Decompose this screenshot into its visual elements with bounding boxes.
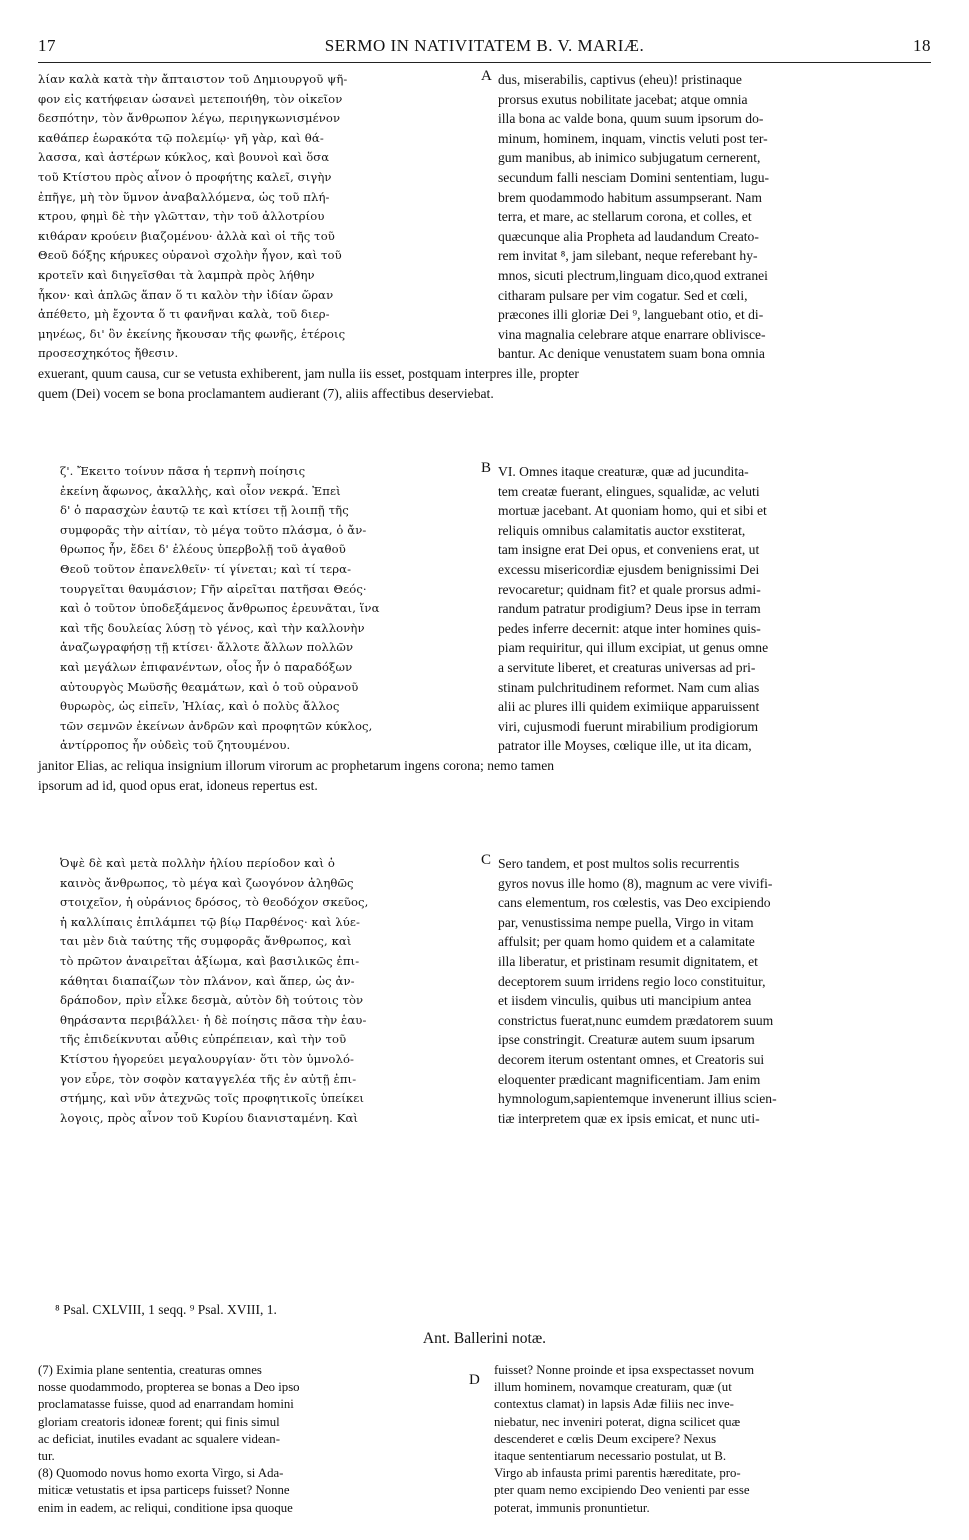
- text-line: καὶ μεγάλων ἐπιφανέντων, οἷος ἦν ὁ παραδόξων: [60, 659, 353, 674]
- text-line: ἀντίρροπος ἦν οὐδεὶς τοῦ ζητουμένου.: [60, 738, 291, 753]
- text-line: κτρου, φημὶ δὲ τὴν γλῶτταν, τὴν τοῦ ἀλλοτρίου: [38, 209, 325, 224]
- text-line: mortuæ jacebant. At quoniam homo, qui et sibi et: [498, 503, 767, 519]
- greek-column-3: [60, 854, 478, 1128]
- text-line: quem (Dei) vocem se bona proclamantem audierant (7), aliis affectibus deserviebat.: [38, 385, 494, 401]
- text-line: ἡ καλλίπαις ἐπιλάμπει τῷ βίῳ Παρθένος· καὶ λύε-: [60, 914, 360, 929]
- text-line: decorem iterum ostentant omnes, et Creatoris sui: [498, 1051, 765, 1067]
- text-line: par, venustissima nempe puella, Virgo in vitam: [498, 914, 754, 930]
- text-line: ipsorum ad id, quod opus erat, idoneus repertus est.: [38, 777, 318, 793]
- text-line: ζ'. Ἔκειτο τοίνυν πᾶσα ἡ τερπνὴ ποίησις: [60, 464, 306, 478]
- greek-column-2: [60, 462, 478, 756]
- running-header: [38, 36, 931, 56]
- text-line: revocaretur; quidnam fit? et quale prorsus admi-: [498, 581, 761, 597]
- text-line: itaque sententiarum necessario postulat, ut B.: [494, 1449, 727, 1464]
- margin-marker-a: A: [481, 68, 492, 84]
- text-line: mnos, sicuti plectrum,linguam dico,quod extranei: [498, 267, 768, 283]
- text-line: καινὸς ἄνθρωπος, τὸ μέγα καὶ ζωογόνον ἀληθῶς: [60, 875, 354, 890]
- text-line: λίαν καλὰ κατὰ τὴν ἄπταιστον τοῦ Δημιουργοῦ ψῆ-: [38, 72, 348, 86]
- text-line: Θεοῦ τοῦτον ἐπανελθεῖν· τί γίνεται; καὶ τί τερα-: [60, 561, 352, 576]
- text-line: alii ac plures illi quidem eximiique apparuissent: [498, 699, 760, 715]
- text-line: proclamatasse fuisse, quod ad enarrandam homini: [38, 1397, 294, 1412]
- text-line: tur.: [38, 1449, 55, 1464]
- text-line: viri, cujusmodi fuerunt mirabilium prodigiorum: [498, 718, 759, 734]
- text-line: τῶν σεμνῶν ἐκείνων ἀνδρῶν καὶ προφητῶν κύκλος,: [60, 718, 373, 733]
- text-line: Sero tandem, et post multos solis recurrentis: [498, 856, 740, 871]
- text-line: θηράσαντα περιβάλλει· ἡ δὲ ποίησις πᾶσα τὴν ἑαυ-: [60, 1012, 367, 1027]
- text-line: (8) Quomodo novus homo exorta Virgo, si Ada-: [38, 1466, 284, 1481]
- text-line: excessu misericordiæ ejusdem benignissimi Dei: [498, 561, 760, 577]
- text-line: affulsit; per quam homo quidem et a calamitate: [498, 934, 755, 950]
- text-line: ἀπέθετο, μὴ ἔχοντα ὅ τι φανῆναι καλὰ, τοῦ διερ-: [38, 307, 330, 322]
- text-line: δ' ὁ παρασχὼν ἑαυτῷ τε καὶ κτίσει τῇ λοιπῇ τῆς: [60, 503, 349, 518]
- text-line: dus, miserabilis, captivus (eheu)! pristinaque: [498, 72, 742, 87]
- text-line: reliquis omnibus calamitatis auctor exstiterat,: [498, 522, 746, 538]
- text-line: καὶ ὁ τοῦτον ὑποδεξάμενος ἄνθρωπος ἐρευνᾶται, ἵνα: [60, 601, 380, 616]
- text-line: θρωπος ἦν, ἔδει δ' ἐλέους ὑπερβολῇ τοῦ ἀγαθοῦ: [60, 542, 346, 557]
- text-line: præcones illi gloriæ Dei ⁹, languebant otio, et di-: [498, 307, 764, 323]
- text-line: καθάπερ ἑωρακότα τῷ πολεμίῳ· γῆ γὰρ, καὶ θά-: [38, 130, 324, 145]
- text-line: tiæ interpretem quæ ex ipsis emicat, et nunc uti-: [498, 1110, 760, 1126]
- footnote: ⁸ Psal. CXLVIII, 1 seqq. ⁹ Psal. XVIII, 1.: [55, 1302, 277, 1317]
- text-line: descenderet e cœlis Deum excipere? Nexus: [494, 1431, 717, 1446]
- text-line: στοιχεῖον, ἡ οὐράνιος δρόσος, τὸ θεοδόχον σκεῦος,: [60, 895, 369, 910]
- text-line: θυρωρὸς, ὡς εἰπεῖν, Ἠλίας, καὶ ὁ πολὺς ἄλλος: [60, 699, 340, 714]
- text-line: secundum falli nesciam Domini sententiam, lugu-: [498, 169, 770, 185]
- text-line: δράποδον, πρὶν εἷλκε δεσμὰ, αὐτὸν δὴ τούτοις τὸν: [60, 993, 364, 1008]
- text-line: stinam pulchritudinem reformet. Nam cum alias: [498, 679, 760, 695]
- text-line: patrator ille Moyses, cœlique ille, ut ita dicam,: [498, 738, 752, 754]
- text-line: cans elementum, ros cœlestis, vas Deo excipiendo: [498, 895, 771, 911]
- text-line: ac deficiat, inutiles evadant ac squalere videan-: [38, 1431, 280, 1446]
- text-line: nosse quodammodo, propterea se bonas a Deo ipso: [38, 1380, 300, 1395]
- text-line: enim in eadem, ac reliqui, conditione ipsa quoque: [38, 1500, 293, 1515]
- text-line: gyros novus ille homo (8), magnum ac vere vivifi-: [498, 875, 773, 891]
- text-line: Κτίστου ἠγορεύει μεγαλουργίαν· ὅτι τὸν ὑμνολό-: [60, 1051, 355, 1066]
- text-line: brem quodammodo habitum assumpserant. Nam: [498, 189, 762, 205]
- margin-marker-b: B: [481, 460, 492, 476]
- text-line: tem creatæ fuerant, elingues, squalidæ, ac veluti: [498, 483, 760, 499]
- text-line: eloquenter prædicant magnificentiam. Jam enim: [498, 1071, 761, 1087]
- text-line: niebatur, nec inveniri poterat, digna scilicet quæ: [494, 1414, 741, 1429]
- text-line: gloriam creatoris idoneæ forent; qui finis simul: [38, 1414, 280, 1429]
- latin-column-2: [498, 462, 933, 756]
- text-line: τῆς ἐπιδείκνυται αὖθις εὐπρέπειαν, καὶ τὴν τοῦ: [60, 1032, 347, 1047]
- text-line: illa liberatur, et pristinam resumit dignitatem, et: [498, 953, 758, 969]
- text-line: Ὀψὲ δὲ καὶ μετὰ πολλὴν ἡλίου περίοδον καὶ ὁ: [60, 856, 335, 870]
- text-line: ἧκον· καὶ ἁπλῶς ἅπαν ὅ τι καλὸν τὴν ἰδίαν ὥραν: [38, 287, 334, 302]
- text-line: bantur. Ac denique venustatem suam bona omnia: [498, 346, 765, 362]
- text-line: piam requiritur, qui illum excipiat, ut genus omne: [498, 640, 769, 656]
- text-line: randum patratur prodigium? Deus ipse in terram: [498, 601, 761, 617]
- text-line: στήμης, καὶ νῦν ἀτεχνῶς τοῖς προφητικοῖς ὑπείκει: [60, 1091, 365, 1106]
- notes-title: Ant. Ballerini notæ.: [422, 1330, 547, 1347]
- running-title: SERMO IN NATIVITATEM B. V. MARIÆ.: [324, 36, 645, 55]
- text-line: κροτεῖν καὶ διηγεῖσθαι τὰ λαμπρὰ πρὸς λήθην: [38, 267, 315, 282]
- text-line: τοῦ Κτίστου πρὸς αἶνον ὁ προφήτης καλεῖ, σιγὴν: [38, 169, 332, 184]
- text-line: κάθηται διαπαίζων τὸν πλάνον, καὶ ἅπερ, ὡς ἀν-: [60, 973, 355, 988]
- page-number-right: 18: [913, 36, 931, 55]
- text-line: illum hominem, novamque creaturam, quæ (ut: [494, 1380, 732, 1395]
- text-line: ipse constringit. Creaturæ autem suum ipsarum: [498, 1032, 755, 1048]
- text-line: pter quam nemo excipiendo Deo venienti par esse: [494, 1483, 750, 1498]
- text-line: VI. Omnes itaque creaturæ, quæ ad jucundita-: [498, 464, 749, 479]
- text-line: ἐκείνη ἄφωνος, ἀκαλλὴς, καὶ οἷον νεκρά. Ἐπεὶ: [60, 483, 341, 498]
- text-line: αὐτουργὸς Μωϋσῆς θεαμάτων, καὶ ὁ τοῦ οὐρανοῦ: [60, 679, 359, 694]
- text-line: φον εἰς κατήφειαν ὡσανεὶ μετεποιήθη, τὸν οἰκεῖον: [38, 91, 343, 106]
- text-line: poterat, immunis pronuntietur.: [494, 1500, 650, 1515]
- notes-left-column: [38, 1362, 466, 1517]
- text-line: minum, hominem, inquam, vinctis veluti post ter-: [498, 130, 768, 146]
- text-line: fuisset? Nonne proinde et ipsa exspectasset novum: [494, 1363, 755, 1377]
- text-line: συμφορᾶς τὴν αἰτίαν, τὸ μέγα τοῦτο πλάσμα, ὁ ἄν-: [60, 522, 367, 537]
- margin-marker-c: C: [481, 852, 492, 868]
- text-line: hymnologum,sapientemque invenerunt illius scien-: [498, 1091, 777, 1107]
- text-line: contextus clamat) in lapsis Adæ filiis nec inve-: [494, 1397, 734, 1412]
- text-line: ἐπῆγε, μὴ τὸν ὕμνον ἀναβαλλόμενα, ὡς τοῦ πλή-: [38, 189, 330, 204]
- text-line: gum manibus, ab inimico subjugatum cernerent,: [498, 150, 761, 166]
- margin-marker-d: D: [469, 1372, 480, 1388]
- text-line: citharam pulsare per vim cogatur. Sed et cœli,: [498, 287, 748, 303]
- text-line: τὸ πρῶτον ἀναιρεῖται ἀξίωμα, καὶ βασιλικῶς ἐπι-: [60, 953, 360, 968]
- text-line: Virgo ab infausta primi parentis hæreditate, pro-: [494, 1466, 741, 1481]
- text-line: (7) Eximia plane sententia, creaturas omnes: [38, 1363, 262, 1377]
- text-line: λασσα, καὶ ἀστέρων κύκλος, καὶ βουνοὶ καὶ ὅσα: [38, 150, 330, 165]
- header-rule: [38, 62, 931, 63]
- text-line: terra, et mare, ac stellarum corona, et colles, et: [498, 209, 752, 225]
- text-line: Θεοῦ δόξης κήρυκες οὐρανοὶ σχολὴν ἦγον, καὶ τοῦ: [38, 248, 342, 263]
- text-line: miticæ vetustatis et ipsa particeps fuisset? Nonne: [38, 1483, 290, 1498]
- text-line: constrictus fuerat,nunc eumdem prædatorem suum: [498, 1012, 774, 1028]
- text-line: vina magnalia celebrare atque enarrare oblivisce-: [498, 326, 766, 342]
- text-line: deceptorem suum irridens regio loco constituitur,: [498, 973, 766, 989]
- text-line: ἀναζωγραφήσῃ τῇ κτίσει· ἄλλοτε ἄλλων πολλῶν: [60, 640, 354, 655]
- text-line: a servitute liberet, et creaturas universas ad pri-: [498, 659, 756, 675]
- text-line: illa bona ac valde bona, quum suum ipsorum do-: [498, 111, 764, 127]
- text-line: λογοις, πρὸς αἶνον τοῦ Κυρίου διανισταμένη. Καὶ: [60, 1110, 359, 1125]
- text-line: τουργεῖται θαυμάσιον; Γῆν αἱρεῖται πατῆσαι Θεός·: [60, 581, 367, 596]
- latin-column-1: [498, 70, 933, 364]
- text-line: μηνέως, δι' ὃν ἐκείνης ἤκουσαν τῆς φωνῆς, ἑτέροις: [38, 326, 346, 341]
- text-line: rem invitat ⁸, jam silebant, neque referebant hy-: [498, 248, 758, 264]
- text-line: quæcunque alia Propheta ad laudandum Creato-: [498, 228, 759, 244]
- text-line: προσεσχηκότος ἤθεσιν.: [38, 346, 179, 361]
- text-line: exuerant, quum causa, cur se vetusta exhiberent, jam nulla iis esset, postquam interpres ille, propter: [38, 366, 579, 381]
- latin-fullwidth-1: [38, 364, 931, 403]
- text-line: δεσπότην, τὸν ἄνθρωπον λέγω, περιηγκωνισμένον: [38, 111, 341, 126]
- notes-right-column: [494, 1362, 932, 1517]
- text-line: καὶ τῆς δουλείας λύσῃ τὸ γένος, καὶ τὴν καλλονὴν: [60, 620, 365, 635]
- text-line: tam insigne erat Dei opus, et conveniens erat, ut: [498, 542, 760, 558]
- text-line: prorsus exutus nobilitate jacebat; atque omnia: [498, 91, 748, 107]
- text-line: janitor Elias, ac reliqua insignium illorum virorum ac prophetarum ingens corona; nemo tamen: [38, 758, 555, 773]
- greek-column-1: [38, 70, 478, 364]
- text-line: et iisdem vinculis, quibus uti mancipium antea: [498, 993, 752, 1009]
- latin-fullwidth-2: [38, 756, 931, 795]
- text-line: γον εὗρε, τὸν σοφὸν καταγγελέα τῆς ἐν αὐτῇ ἐπι-: [60, 1071, 357, 1086]
- text-line: κιθάραν κρούειν βιαζομένου· ἀλλὰ καὶ οἱ τῆς τοῦ: [38, 228, 335, 243]
- latin-column-3: [498, 854, 933, 1128]
- text-line: ται μὲν διὰ ταύτης τῆς συμφορᾶς ἄνθρωπος, καὶ: [60, 934, 352, 949]
- page-number-left: 17: [38, 36, 56, 55]
- text-line: pedes inferre decernit: atque inter homines quis-: [498, 620, 761, 636]
